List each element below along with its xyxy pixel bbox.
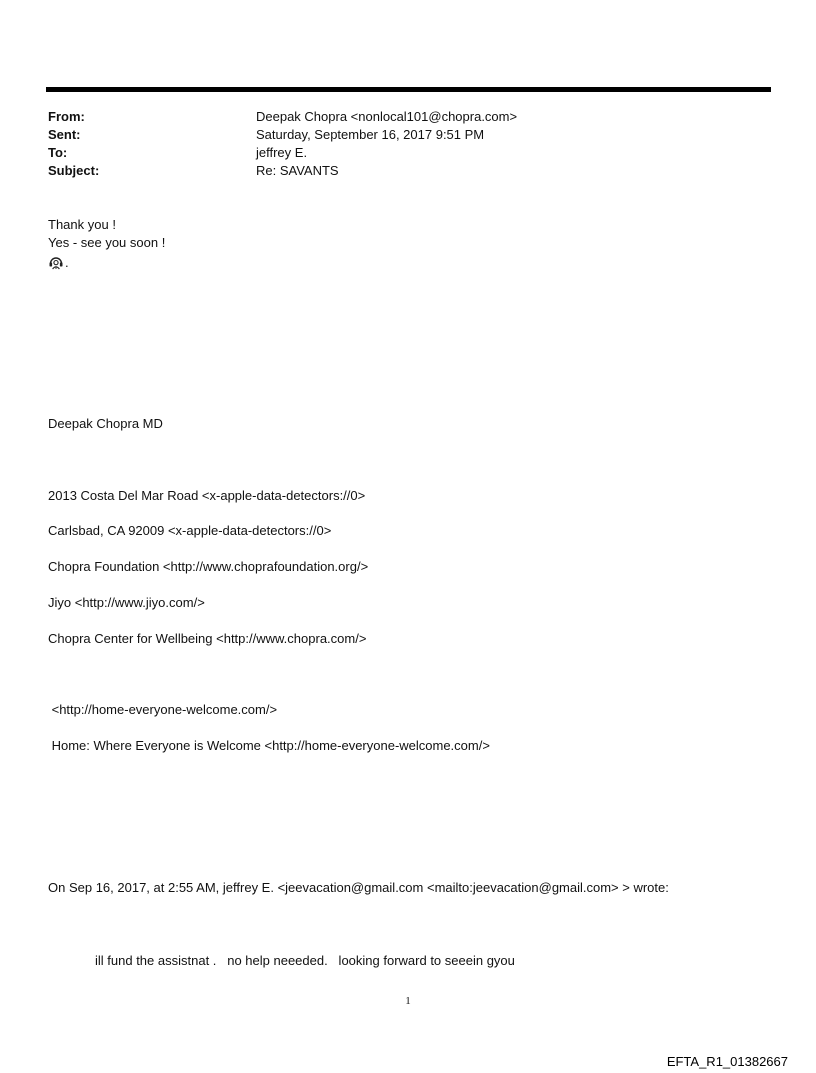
from-value: Deepak Chopra <nonlocal101@chopra.com> [256, 109, 518, 124]
signature-link-home-url[interactable]: <http://home-everyone-welcome.com/> [48, 702, 278, 717]
body-reply: Yes - see you soon ! [48, 235, 166, 250]
from-label: From: [48, 109, 85, 124]
to-label: To: [48, 145, 68, 160]
quoted-message-text: ill fund the assistnat . no help neeeded. looking forward to seeein gyou [95, 953, 515, 968]
emoji-line [48, 253, 69, 271]
headphones-person-emoji-icon [48, 254, 64, 270]
quoted-attribution: On Sep 16, 2017, at 2:55 AM, jeffrey E. <jeevacation@gmail.com <mailto:jeevacation@gmail.com> > wrote: [48, 880, 669, 895]
emoji-trailing-dot: . [65, 254, 69, 270]
page-number: 1 [405, 995, 411, 1007]
signature-link-foundation[interactable]: Chopra Foundation <http://www.choprafoundation.org/> [48, 559, 369, 574]
signature-link-home[interactable]: Home: Where Everyone is Welcome <http://home-everyone-welcome.com/> [48, 738, 490, 753]
signature-link-jiyo[interactable]: Jiyo <http://www.jiyo.com/> [48, 595, 205, 610]
signature-address-line1[interactable]: 2013 Costa Del Mar Road <x-apple-data-detectors://0> [48, 488, 366, 503]
bates-number: EFTA_R1_01382667 [666, 1054, 788, 1069]
signature-address-line2[interactable]: Carlsbad, CA 92009 <x-apple-data-detectors://0> [48, 523, 332, 538]
body-greeting: Thank you ! [48, 217, 116, 232]
subject-label: Subject: [48, 163, 100, 178]
sent-label: Sent: [48, 127, 81, 142]
header-divider-rule [46, 87, 771, 92]
subject-value: Re: SAVANTS [256, 163, 339, 178]
signature-link-chopra-center[interactable]: Chopra Center for Wellbeing <http://www.chopra.com/> [48, 631, 367, 646]
signature-name: Deepak Chopra MD [48, 416, 163, 431]
sent-value: Saturday, September 16, 2017 9:51 PM [256, 127, 485, 142]
to-value: jeffrey E. [256, 145, 308, 160]
